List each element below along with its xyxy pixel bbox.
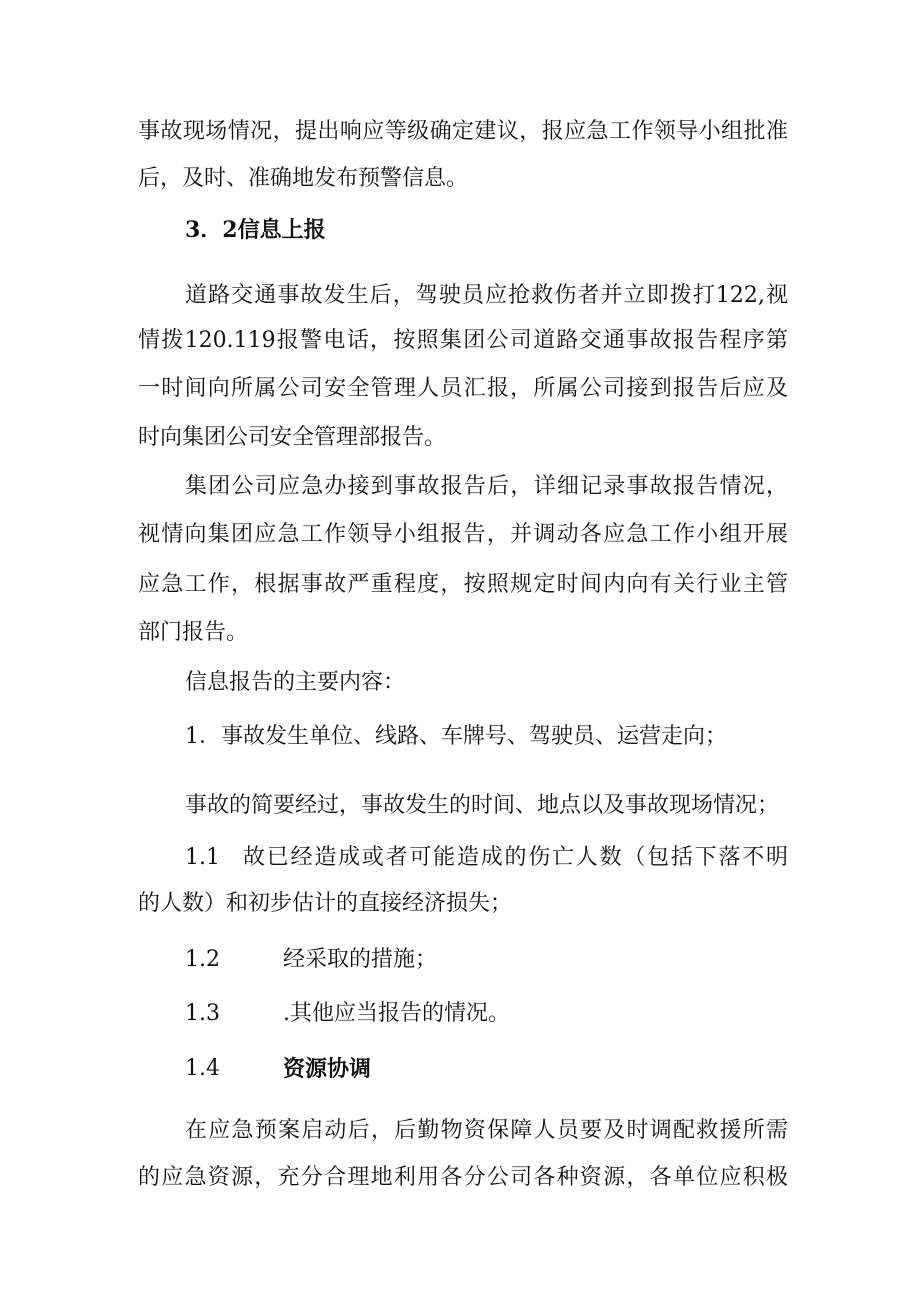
section-heading: 3．2信息上报	[185, 217, 326, 243]
paragraph-line: 应急工作，根据事故严重程度，按照规定时间内向有关行业主管	[138, 572, 788, 597]
paragraph-line: 视情向集团应急工作领导小组报告，并调动各应急工作小组开展	[138, 522, 788, 547]
paragraph-line: 部门报告。	[138, 620, 249, 645]
list-item-text: .其他应当报告的情况。	[283, 1001, 510, 1026]
paragraph-line: 情拨120.119报警电话，按照集团公司道路交通事故报告程序第	[138, 328, 788, 353]
paragraph-line: 事故现场情况，提出响应等级确定建议，报应急工作领导小组批准	[138, 119, 788, 144]
paragraph-line: 集团公司应急办接到事故报告后，详细记录事故报告情况，	[185, 474, 788, 499]
paragraph-line: 道路交通事故发生后，驾驶员应抢救伤者并立即拨打122,视	[185, 283, 788, 308]
paragraph-line: 信息报告的主要内容：	[185, 670, 406, 695]
paragraph-line: 一时间向所属公司安全管理人员汇报，所属公司接到报告后应及	[138, 376, 788, 401]
list-item-number: 1.2	[185, 947, 220, 972]
paragraph-line: 时向集团公司安全管理部报告。	[138, 425, 447, 450]
list-item-number: 1.4	[185, 1056, 220, 1081]
list-item-text: 故已经造成或者可能造成的伤亡人数（包括下落不明	[243, 845, 788, 870]
list-item-number: 1.3	[185, 1001, 220, 1026]
paragraph-line: 在应急预案启动后，后勤物资保障人员要及时调配救援所需	[185, 1118, 788, 1143]
paragraph-line: 的应急资源，充分合理地利用各分公司各种资源，各单位应积极	[138, 1165, 788, 1190]
list-item-text: 经采取的措施；	[283, 947, 438, 972]
list-item-number: 1.1	[185, 845, 220, 870]
paragraph-line: 事故的简要经过，事故发生的时间、地点以及事故现场情况；	[185, 793, 780, 818]
list-item: 1．事故发生单位、线路、车牌号、驾驶员、运营走向；	[185, 724, 727, 749]
section-heading: 资源协调	[283, 1056, 372, 1082]
paragraph-line: 后，及时、准确地发布预警信息。	[138, 166, 469, 191]
list-item-text: 的人数）和初步估计的直接经济损失；	[138, 891, 513, 916]
